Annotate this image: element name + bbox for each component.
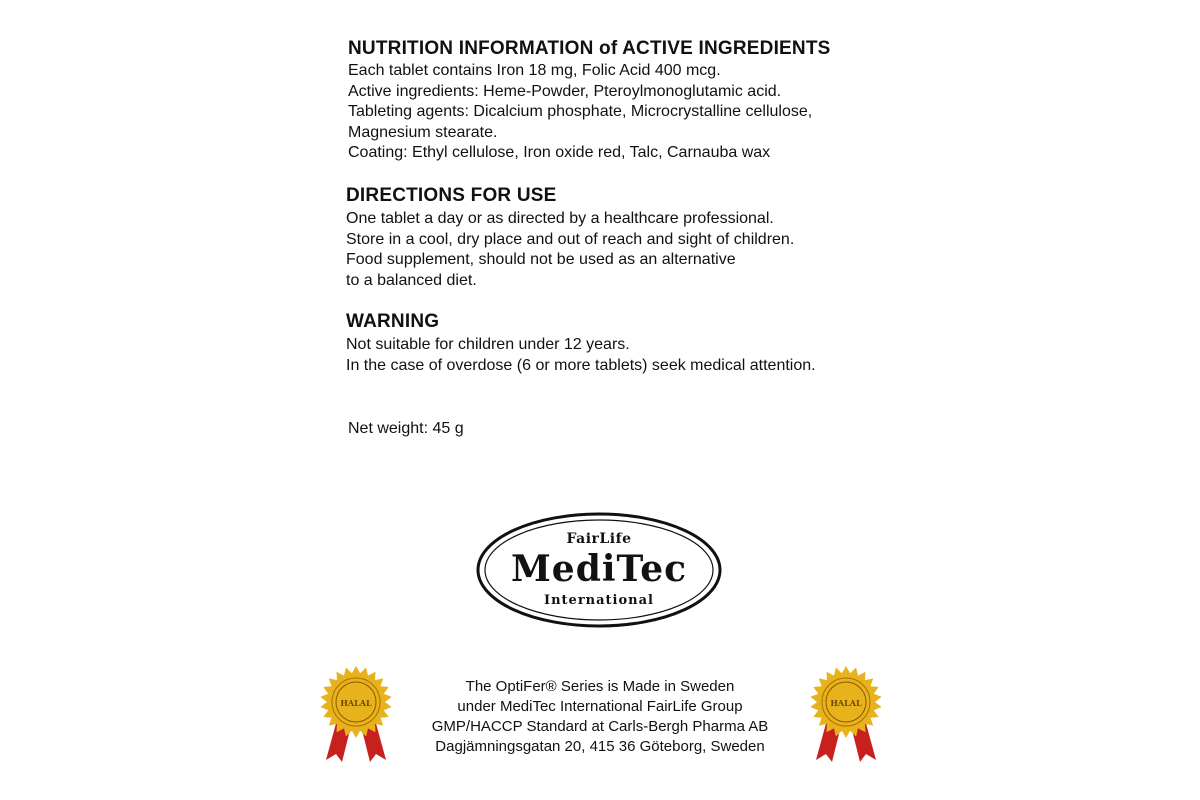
halal-seal-icon [316,664,396,764]
warning-heading: WARNING [346,311,440,332]
footer-line: GMP/HACCP Standard at Carls-Bergh Pharma AB [431,718,769,735]
nutrition-heading: NUTRITION INFORMATION of ACTIVE INGREDIENTS [348,38,831,59]
footer-text [400,677,800,757]
nutrition-line: Coating: Ethyl cellulose, Iron oxide red, Talc, Carnauba wax [348,144,771,161]
nutrition-line: Magnesium stearate. [348,123,498,141]
logo-top-text: FairLife [566,531,632,547]
nutrition-line: Active ingredients: Heme-Powder, Pteroylmonoglutamic acid. [348,82,782,100]
seal-label: HALAL [340,698,372,708]
warning-section [346,311,816,376]
directions-line: One tablet a day or as directed by a healthcare professional. [346,210,774,227]
footer-line: under MediTec International FairLife Group [457,698,743,715]
directions-heading: DIRECTIONS FOR USE [346,185,557,206]
directions-line: Food supplement, should not be used as an alternative [346,251,736,268]
logo-bottom-text: International [544,593,654,608]
directions-line: to a balanced diet. [346,271,477,289]
logo-main-text: MediTec [510,548,688,590]
nutrition-line: Tableting agents: Dicalcium phosphate, Microcrystalline cellulose, [348,103,813,120]
warning-line: Not suitable for children under 12 years. [346,336,630,353]
seal-graphic [316,664,396,764]
meditec-logo [475,511,723,629]
seal-graphic [806,664,886,764]
directions-section [346,185,794,291]
footer-line: Dagjämningsgatan 20, 415 36 Göteborg, Sweden [435,738,765,755]
seal-label: HALAL [830,698,862,708]
halal-seal-icon [806,664,886,764]
nutrition-line: Each tablet contains Iron 18 mg, Folic Acid 400 mcg. [348,62,721,79]
directions-line: Store in a cool, dry place and out of reach and sight of children. [346,230,795,248]
net-weight: Net weight: 45 g [348,420,464,437]
warning-line: In the case of overdose (6 or more tablets) seek medical attention. [346,356,816,374]
nutrition-section [348,38,831,164]
footer-line: The OptiFer® Series is Made in Sweden [465,678,735,695]
